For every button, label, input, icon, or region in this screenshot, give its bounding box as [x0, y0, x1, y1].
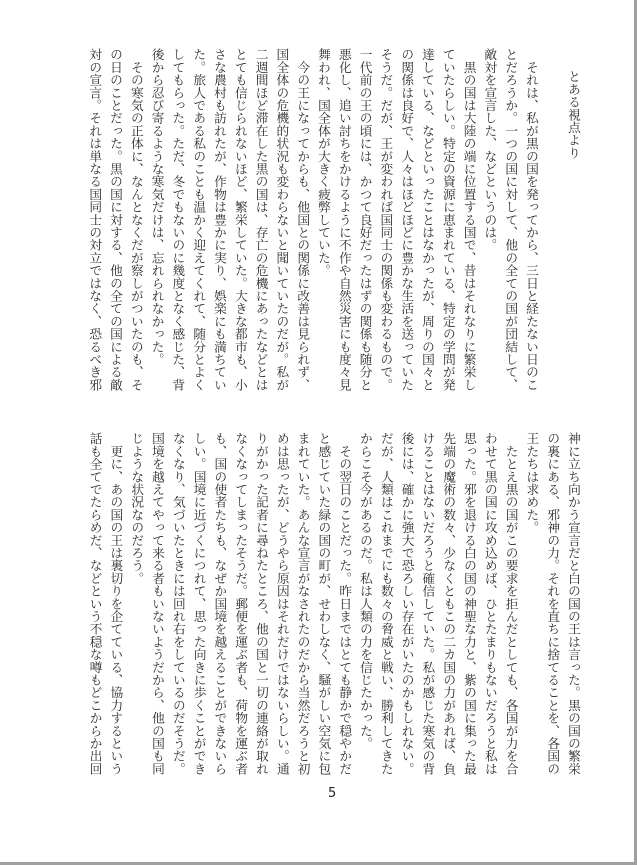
text-line: しい。国境に近づくにつれて、思った向きに歩くことができ: [191, 432, 207, 775]
text-line: の日のことだった。黒の国に対する、他の全ての国による敵: [108, 48, 123, 391]
text-line: それは、私が黒の国を発ってから、三日と経たない日のこ: [524, 48, 539, 391]
text-line: なくなり、気づいたときには回れ右をしているのだそうだ。: [170, 432, 186, 775]
text-line: 国境を越えてやって来る者もいないようだから、他の国も同: [150, 432, 165, 775]
text-line: 後には、確かに強大で恐ろしい存在がいたのかもしれない。: [399, 432, 415, 775]
text-line: 悪化し、追い討ちをかけるように不作や自然災害にも度々見: [336, 48, 352, 391]
text-line: じような状況なのだろう。: [129, 432, 145, 585]
text-line: 今の王になってからも、他国との関係に改善は見られず、: [295, 48, 311, 391]
text-line: 後から忍び寄るような寒気だけは、忘れられなかった。: [149, 48, 165, 366]
text-line: なくなってしまったそうだ。郵便を運ぶ者も、荷物を運ぶ者: [233, 432, 249, 775]
text-line: たとえ黒の国がこの要求を拒んだとしても、各国が力を合: [503, 432, 519, 775]
text-line: そうだ。だが、王が変われば国同士の関係も変わるもので。: [378, 48, 394, 391]
text-line: 対の宣言。それは単なる国同士の対立ではなく、恐るべき邪: [87, 48, 103, 391]
text-line: 舞われ、国全体が大きく疲弊していた。: [316, 48, 331, 277]
text-line: してもらった。ただ、冬でもないのに幾度となく感じた、背: [170, 48, 186, 391]
text-line: 更に、あの国の王は裏切りを企てている、協力するという: [108, 432, 124, 775]
text-line: その翌日のことだった。昨日まではとても静かで穏やかだ: [337, 432, 353, 775]
text-line: 二週間ほど滞在した黒の国は、存亡の危機にあったなどとは: [253, 48, 269, 391]
text-line: めは思ったが、どうやら原因はそれだけではないらしい。通: [274, 432, 290, 775]
text-line: 達している、などといったことはなかったが、周りの国々と: [420, 48, 435, 391]
text-line: 話も全てでたらめだ、などという不穏な噂もどこからか出回: [87, 432, 103, 775]
text-line: 敵対を宣言した、などというのは。: [482, 48, 498, 252]
text-line: 思った。邪を退ける白の国の神聖な力と、紫の国に集った最: [462, 432, 477, 775]
text-line: りがかった記者に尋ねたところ、他の国と一切の連絡が取れ: [254, 432, 269, 775]
text-line: の関係は良好で、人々はほどほどに豊かな生活を送っていた: [399, 48, 415, 391]
text-line: 先端の魔術の数々、少なくともこの二カ国の力があれば、負: [441, 432, 457, 775]
text-line: まれていた。あんな宣言がなされたのだから当然だろうと初: [295, 432, 311, 775]
text-line: だが、人類はこれまでにも数々の脅威と戦い、勝利してきた: [378, 432, 394, 775]
text-line: からこそ今があるのだ。私は人類の力を信じたかった。: [358, 432, 373, 750]
section-title: とある視点より: [566, 70, 581, 159]
text-line: さな農村も訪れたが、作物は豊かに実り、娯楽にも満ちてい: [212, 48, 227, 391]
text-line: 神に立ち向かう宣言だと白の国の王は言った。黒の国の繁栄: [566, 432, 581, 775]
text-line: の裏にある、邪神の力。それを直ちに捨てることを、各国の: [545, 432, 561, 775]
text-line: 王たちは求めた。: [524, 432, 540, 534]
text-line: た。旅人である私のことも温かく迎えてくれて、随分とよく: [191, 48, 207, 391]
text-line: ていたらしい。特定の資源に恵まれている、特定の学問が発: [440, 48, 456, 391]
text-line: けることはないだろうと確信していた。私が感じた寒気の背: [420, 432, 436, 775]
text-line: と感じていた緑の国の町が、せわしなく、騒がしい空気に包: [316, 432, 332, 775]
text-line: その寒気の正体に、なんとなくだが察しがついたのも、そ: [128, 48, 144, 391]
text-line: 黒の国は大陸の端に位置する国で、昔はそれなりに繁栄し: [461, 48, 477, 391]
text-line: も、国の使者たちも、なぜか国境を越えることができないら: [212, 432, 228, 775]
text-line: 一代前の王の頃には、かつて良好だったはずの関係も随分と: [357, 48, 373, 391]
page-number: 5: [328, 786, 337, 801]
text-line: とても信じられないほど、繁栄していた。大きな都市も、小: [232, 48, 248, 391]
text-line: 国全体の危機的状況も変わらないと聞いていたのだが。私が: [274, 48, 290, 391]
text-line: とだろうか。一つの国に対して、他の全ての国が団結して、: [503, 48, 519, 391]
text-line: わせて黒の国に攻め込めば、ひとたまりもないだろうと私は: [482, 432, 498, 775]
